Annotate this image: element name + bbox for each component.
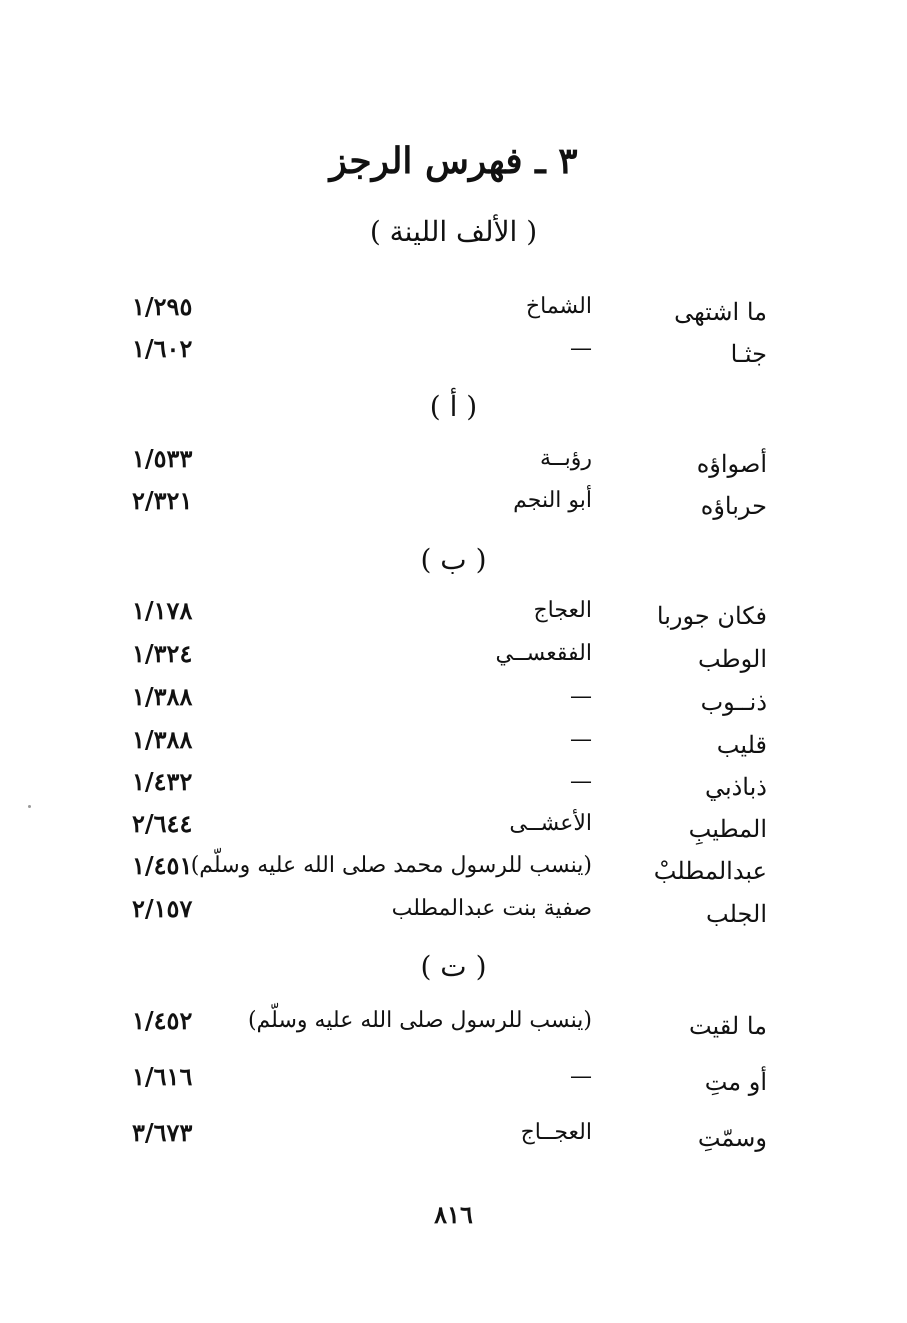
index-row [0, 596, 907, 642]
section-heading: ( ب ) [420, 543, 487, 576]
index-row [0, 292, 907, 338]
poet-name: صفية بنت عبدالمطلب [391, 896, 592, 921]
page-reference: ٢/٦٤٤ [132, 809, 193, 838]
index-row [0, 486, 907, 532]
rhyme-word: أو متِ [704, 1068, 767, 1096]
rhyme-word: ما لقيت [688, 1012, 767, 1040]
poet-name: (ينسب للرسول صلى الله عليه وسلّم) [247, 1008, 592, 1033]
index-row [0, 1006, 907, 1052]
page-reference: ١/٦١٦ [132, 1062, 193, 1091]
poet-name: الأعشــى [509, 811, 592, 836]
rhyme-word: ذنــوب [700, 688, 767, 716]
page-reference: ٢/١٥٧ [132, 894, 193, 923]
scan-speck [28, 805, 31, 808]
index-row [0, 1118, 907, 1164]
page-reference: ١/٢٩٥ [132, 292, 193, 321]
page-reference: ١/٤٥٢ [132, 1006, 193, 1035]
poet-name: أبو النجم [513, 488, 592, 513]
index-row [0, 639, 907, 685]
rhyme-word: عبدالمطلبْ [653, 857, 767, 885]
index-row [0, 725, 907, 771]
index-row [0, 682, 907, 728]
poet-name: العجــاج [520, 1120, 592, 1145]
page-number: ٨١٦ [434, 1200, 473, 1229]
rhyme-word: وسمّتِ [697, 1124, 767, 1152]
poet-name: العجاج [533, 598, 592, 623]
rhyme-word: أصواؤه [696, 450, 767, 478]
section-heading: ( أ ) [429, 390, 478, 423]
page-title: ٣ ـ فهرس الرجز [329, 140, 578, 182]
poet-name: — [570, 727, 592, 752]
rhyme-word: المطيبِ [688, 815, 767, 843]
index-row [0, 1062, 907, 1108]
poet-name: الفقعســي [495, 641, 592, 666]
poet-name: رؤبــة [539, 446, 592, 471]
page-reference: ١/٣٨٨ [132, 682, 193, 711]
poet-name: — [570, 684, 592, 709]
page-reference: ١/١٧٨ [132, 596, 193, 625]
page-reference: ١/٦٠٢ [132, 334, 193, 363]
index-row [0, 894, 907, 940]
rhyme-word: قليب [716, 731, 767, 759]
index-row [0, 334, 907, 380]
poet-name: (ينسب للرسول محمد صلى الله عليه وسلّم) [190, 853, 592, 878]
page-reference: ١/٣٨٨ [132, 725, 193, 754]
rhyme-word: ذباذبي [704, 773, 767, 801]
rhyme-word: حرباؤه [700, 492, 767, 520]
poet-name: — [570, 336, 592, 361]
section-heading: ( الألف اللينة ) [369, 215, 538, 248]
index-row [0, 767, 907, 813]
page-reference: ١/٤٣٢ [132, 767, 193, 796]
rhyme-word: الوطب [697, 645, 767, 673]
poet-name: — [570, 1064, 592, 1089]
page-reference: ٣/٦٧٣ [132, 1118, 193, 1147]
page-reference: ١/٣٢٤ [132, 639, 193, 668]
section-heading: ( ت ) [420, 950, 487, 983]
rhyme-word: الجلب [706, 900, 767, 928]
index-row [0, 809, 907, 855]
poet-name: الشماخ [525, 294, 592, 319]
rhyme-word: ما اشتهى [674, 298, 767, 326]
page-reference: ٢/٣٢١ [132, 486, 193, 515]
poet-name: — [570, 769, 592, 794]
page-reference: ١/٤٥١ [132, 851, 193, 880]
rhyme-word: فكان جوربا [656, 602, 767, 630]
index-row [0, 851, 907, 897]
rhyme-word: جثـا [730, 340, 767, 368]
index-row [0, 444, 907, 490]
page-reference: ١/٥٣٣ [132, 444, 193, 473]
